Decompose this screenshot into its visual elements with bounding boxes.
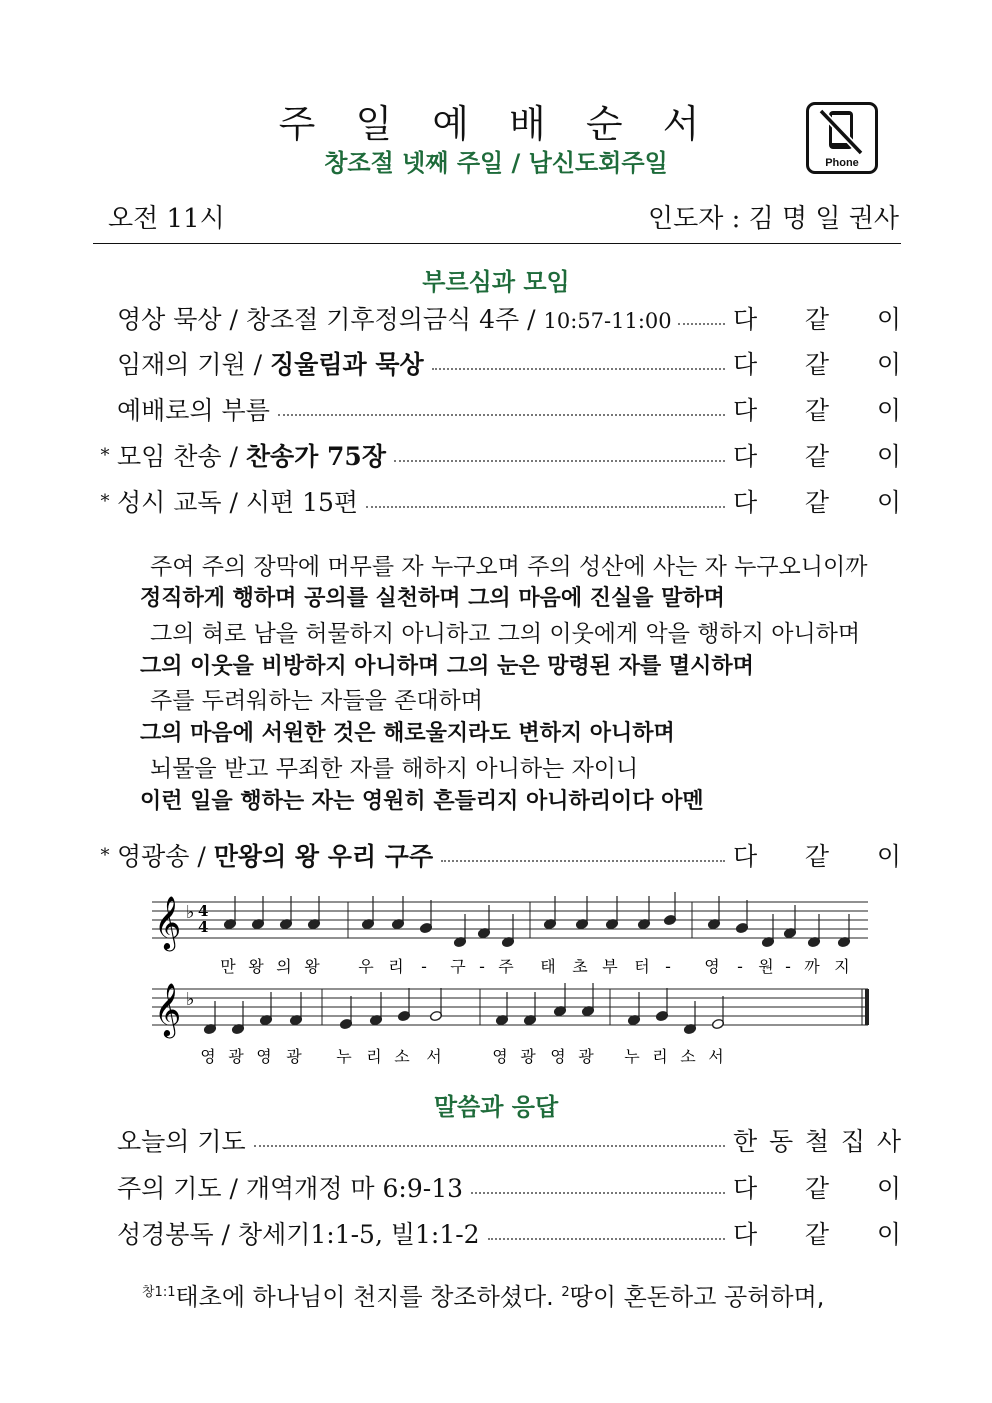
item-performer: 다 같 이 (733, 842, 901, 871)
order-item (93, 1167, 901, 1207)
lyric-syllable: - (665, 957, 671, 976)
psalm-response-line: 그의 이웃을 비방하지 아니하며 그의 눈은 망령된 자를 멸시하며 (140, 654, 754, 679)
leader-dots (278, 414, 725, 416)
item-title: 징울림과 묵상 (270, 350, 424, 379)
leader-dots (471, 1192, 725, 1194)
lyric-syllable: 영 (550, 1047, 566, 1066)
phone-icon-label: Phone (825, 157, 859, 169)
lyric-syllable: 리 (388, 957, 404, 976)
lyric-syllable: 의 (276, 957, 292, 976)
flat-icon: ♭ (186, 902, 195, 923)
standing-mark: * (100, 490, 110, 512)
lyric-syllable: 리 (366, 1047, 382, 1066)
standing-mark: * (100, 444, 110, 466)
scripture-text (142, 1277, 824, 1312)
verse-text: 태초에 하나님이 천지를 창조하셨다. (175, 1283, 562, 1311)
lyric-syllable: 까 (804, 957, 820, 976)
item-performer: 다 같 이 (733, 442, 901, 471)
lyric-syllable: 광 (286, 1047, 302, 1066)
lyric-syllable: 리 (652, 1047, 668, 1066)
lyrics-line-2 (200, 1047, 723, 1066)
page-subtitle: 창조절 넷째 주일 / 남신도회주일 (324, 149, 668, 177)
leader-dots (441, 860, 725, 862)
treble-clef-icon: 𝄞 (154, 895, 182, 949)
psalm-leader-line: 뇌물을 받고 무죄한 자를 해하지 아니하는 자이니 (150, 756, 639, 782)
section-heading-call: 부르심과 모임 (422, 268, 570, 296)
lyric-syllable: 누 (336, 1047, 352, 1066)
item-label: 임재의 기원 / (117, 350, 271, 379)
psalm-response-line: 정직하게 행하며 공의를 실천하며 그의 마음에 진실을 말하며 (140, 586, 725, 611)
lyric-syllable: - (785, 957, 791, 976)
item-time: 10:57-11:00 (543, 309, 672, 333)
service-time: 오전 11시 (108, 204, 225, 234)
lyric-syllable: 소 (394, 1047, 410, 1066)
item-performer: 다 같 이 (733, 396, 901, 425)
service-leader: 인도자 : 김 명 일 권사 (647, 204, 899, 234)
psalm-leader-line: 주여 주의 장막에 머무를 자 누구오며 주의 성산에 사는 자 누구오니이까 (150, 554, 868, 580)
lyric-syllable: - (737, 957, 743, 976)
item-title: 찬송가 75장 (245, 442, 386, 471)
verse-ref: 창1:1 (142, 1285, 176, 1300)
order-item (93, 835, 901, 875)
psalm-response-line: 그의 마음에 서원한 것은 해로울지라도 변하지 아니하며 (140, 721, 675, 746)
section-heading-word: 말씀과 응답 (433, 1093, 559, 1121)
item-label: 영광송 / (117, 842, 214, 871)
leader-dots (678, 323, 725, 325)
lyric-syllable: 구 (450, 957, 466, 976)
item-label: 예배로의 부름 (117, 396, 270, 425)
item-performer: 다 같 이 (733, 1174, 901, 1203)
leader-dots (366, 506, 725, 508)
item-performer: 다 같 이 (733, 488, 901, 517)
order-item (93, 435, 901, 475)
lyric-syllable: 원 (758, 957, 774, 976)
lyric-syllable: - (421, 957, 427, 976)
item-label: 성경봉독 / 창세기1:1-5, 빌1:1-2 (117, 1220, 480, 1249)
time-sig-bottom: 4 (198, 918, 209, 936)
lyric-syllable: 광 (228, 1047, 244, 1066)
item-performer: 다 같 이 (733, 1220, 901, 1249)
no-phone-icon (806, 102, 878, 174)
lyric-syllable: 소 (680, 1047, 696, 1066)
page-title: 주 일 예 배 순 서 (278, 102, 714, 146)
lyric-syllable: 광 (578, 1047, 594, 1066)
item-label: 오늘의 기도 (117, 1127, 246, 1156)
lyric-syllable: - (479, 957, 485, 976)
order-item (93, 298, 901, 338)
leader-dots (394, 460, 725, 462)
lyric-syllable: 서 (708, 1047, 724, 1066)
verse-text: 땅이 혼돈하고 공허하며, (569, 1283, 825, 1311)
item-performer: 한 동 철 집 사 (733, 1127, 901, 1156)
flat-icon: ♭ (186, 989, 195, 1010)
lyric-syllable: 부 (602, 957, 618, 976)
lyric-syllable: 왕 (248, 957, 264, 976)
staff-line-1 (152, 892, 868, 951)
header-divider (93, 243, 901, 244)
item-label: 주의 기도 / 개역개정 마 6:9-13 (117, 1174, 464, 1203)
standing-mark: * (100, 844, 110, 866)
leader-dots (254, 1145, 725, 1147)
leader-dots (432, 368, 725, 370)
order-item (93, 1120, 901, 1160)
lyrics-line-1 (220, 957, 849, 976)
lyric-syllable: 누 (624, 1047, 640, 1066)
time-sig-top: 4 (198, 902, 209, 920)
lyric-syllable: 영 (256, 1047, 272, 1066)
verse-ref: 2 (561, 1285, 570, 1300)
lyric-syllable: 영 (492, 1047, 508, 1066)
lyric-syllable: 왕 (304, 957, 320, 976)
order-item (93, 481, 901, 521)
item-performer: 다 같 이 (733, 350, 901, 379)
lyric-syllable: 지 (834, 957, 850, 976)
psalm-leader-line: 주를 두려워하는 자들을 존대하며 (150, 688, 483, 714)
order-item (93, 389, 901, 429)
item-performer: 다 같 이 (733, 305, 901, 334)
lyric-syllable: 영 (200, 1047, 216, 1066)
lyric-syllable: 광 (520, 1047, 536, 1066)
lyric-syllable: 만 (220, 957, 236, 976)
psalm-response-line: 이런 일을 행하는 자는 영원히 흔들리지 아니하리이다 아멘 (140, 789, 704, 814)
item-label: 영상 묵상 / 창조절 기후정의금식 4주 / (117, 305, 544, 334)
lyric-syllable: 서 (426, 1047, 442, 1066)
leader-dots (488, 1238, 725, 1240)
item-label: 모임 찬송 / (117, 442, 246, 471)
music-score (150, 892, 880, 1072)
lyric-syllable: 영 (704, 957, 720, 976)
lyric-syllable: 초 (572, 957, 588, 976)
final-bar (865, 989, 869, 1025)
treble-clef-icon: 𝄞 (154, 982, 182, 1036)
psalm-leader-line: 그의 혀로 남을 허물하지 아니하고 그의 이웃에게 악을 행하지 아니하며 (150, 621, 861, 647)
item-label: 성시 교독 / 시편 15편 (117, 488, 359, 517)
order-item (93, 1213, 901, 1253)
item-title: 만왕의 왕 우리 구주 (213, 842, 434, 871)
order-item (93, 343, 901, 383)
lyric-syllable: 터 (634, 957, 650, 976)
lyric-syllable: 주 (498, 957, 514, 976)
lyric-syllable: 우 (358, 957, 374, 976)
lyric-syllable: 태 (540, 957, 556, 976)
staff-line-2 (152, 982, 869, 1038)
